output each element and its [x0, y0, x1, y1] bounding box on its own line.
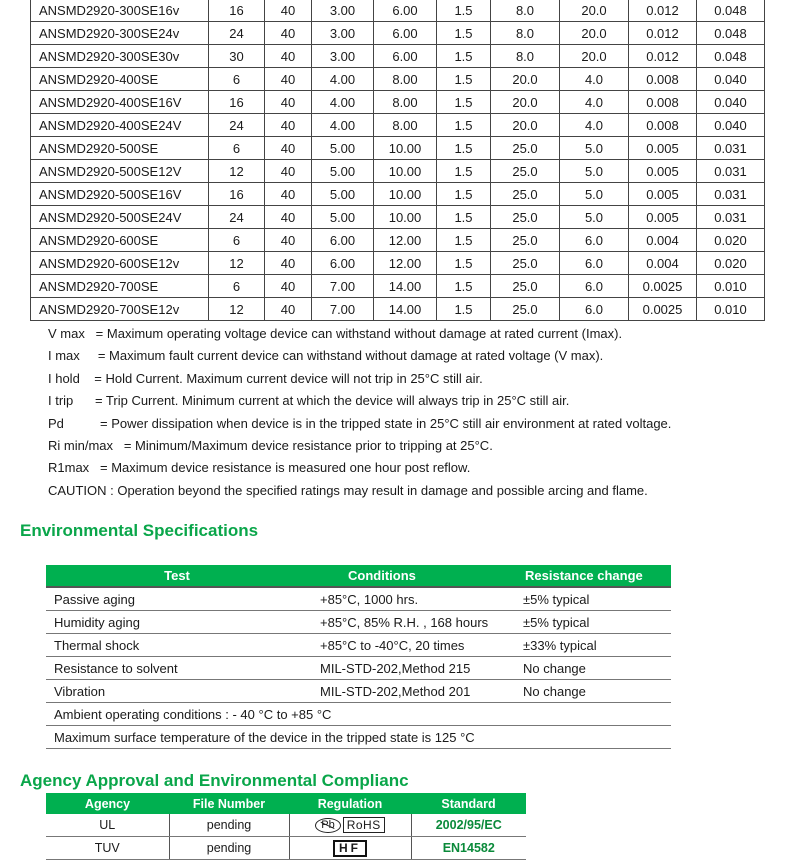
agency-cell: UL [46, 814, 169, 837]
value-cell: 25.0 [491, 206, 560, 229]
conditions-cell: +85°C, 1000 hrs. [308, 587, 515, 611]
value-cell: 24 [209, 114, 265, 137]
table-row [31, 229, 765, 252]
value-cell: 8.00 [374, 68, 437, 91]
part-number-cell: ANSMD2920-400SE24V [31, 114, 209, 137]
part-number-cell: ANSMD2920-600SE12v [31, 252, 209, 275]
value-cell: 20.0 [560, 22, 629, 45]
table-row [46, 611, 671, 634]
value-cell: 40 [265, 45, 312, 68]
table-row [31, 137, 765, 160]
value-cell: 1.5 [437, 22, 491, 45]
value-cell: 40 [265, 183, 312, 206]
note-cell: Ambient operating conditions : - 40 °C to +85 °C [46, 703, 671, 726]
part-number-cell: ANSMD2920-600SE [31, 229, 209, 252]
resistance-change-cell: ±5% typical [515, 611, 671, 634]
value-cell: 16 [209, 91, 265, 114]
table-row [46, 634, 671, 657]
standard-cell: EN14582 [411, 837, 526, 860]
table-row [46, 726, 671, 749]
value-cell: 10.00 [374, 137, 437, 160]
value-cell: 8.0 [491, 45, 560, 68]
value-cell: 7.00 [312, 275, 374, 298]
value-cell: 20.0 [560, 0, 629, 22]
value-cell: 5.0 [560, 137, 629, 160]
note-line: CAUTION : Operation beyond the specified ratings may result in damage and possible arcing and flame. [48, 482, 648, 498]
value-cell: 0.031 [697, 206, 765, 229]
header-test: Test [46, 565, 308, 587]
value-cell: 0.005 [629, 206, 697, 229]
resistance-change-cell: No change [515, 657, 671, 680]
value-cell: 6 [209, 137, 265, 160]
value-cell: 0.005 [629, 160, 697, 183]
value-cell: 25.0 [491, 275, 560, 298]
value-cell: 8.00 [374, 91, 437, 114]
value-cell: 40 [265, 22, 312, 45]
value-cell: 0.0025 [629, 298, 697, 321]
value-cell: 5.00 [312, 160, 374, 183]
value-cell: 1.5 [437, 91, 491, 114]
regulation-cell [289, 814, 411, 837]
value-cell: 0.020 [697, 252, 765, 275]
environmental-specs-table [46, 565, 671, 749]
value-cell: 12 [209, 252, 265, 275]
part-number-cell: ANSMD2920-400SE16V [31, 91, 209, 114]
part-number-cell: ANSMD2920-700SE12v [31, 298, 209, 321]
definitions-notes [48, 323, 671, 502]
table-row [31, 206, 765, 229]
value-cell: 0.040 [697, 91, 765, 114]
table-row [46, 680, 671, 703]
value-cell: 4.0 [560, 91, 629, 114]
value-cell: 40 [265, 298, 312, 321]
value-cell: 40 [265, 0, 312, 22]
value-cell: 40 [265, 206, 312, 229]
value-cell: 0.031 [697, 137, 765, 160]
value-cell: 7.00 [312, 298, 374, 321]
value-cell: 0.004 [629, 252, 697, 275]
halogen-free-icon: HF [333, 840, 367, 857]
note-line: Pd = Power dissipation when device is in the tripped state in 25°C still air environment at rated voltage. [48, 415, 672, 431]
value-cell: 1.5 [437, 68, 491, 91]
file-number-cell: pending [169, 814, 289, 837]
value-cell: 0.012 [629, 45, 697, 68]
value-cell: 10.00 [374, 206, 437, 229]
table-row [46, 837, 526, 860]
part-number-cell: ANSMD2920-500SE24V [31, 206, 209, 229]
table-row [31, 298, 765, 321]
value-cell: 1.5 [437, 183, 491, 206]
test-cell: Resistance to solvent [46, 657, 308, 680]
table-row [31, 114, 765, 137]
value-cell: 20.0 [491, 68, 560, 91]
value-cell: 3.00 [312, 45, 374, 68]
table-row [31, 22, 765, 45]
value-cell: 0.010 [697, 275, 765, 298]
note-line: I max = Maximum fault current device can withstand without damage at rated voltage (V max). [48, 348, 604, 364]
value-cell: 12.00 [374, 252, 437, 275]
value-cell: 6 [209, 275, 265, 298]
value-cell: 5.00 [312, 206, 374, 229]
device-spec-table [30, 0, 765, 321]
value-cell: 25.0 [491, 229, 560, 252]
resistance-change-cell: ±5% typical [515, 587, 671, 611]
value-cell: 0.048 [697, 45, 765, 68]
value-cell: 6 [209, 229, 265, 252]
environmental-specs-title: Environmental Specifications [20, 521, 259, 540]
note-line: V max = Maximum operating voltage device can withstand without damage at rated current (Imax). [48, 326, 623, 341]
value-cell: 6.0 [560, 229, 629, 252]
part-number-cell: ANSMD2920-500SE12V [31, 160, 209, 183]
value-cell: 3.00 [312, 0, 374, 22]
value-cell: 0.040 [697, 114, 765, 137]
value-cell: 16 [209, 0, 265, 22]
value-cell: 40 [265, 160, 312, 183]
note-line: I trip = Trip Current. Minimum current at which the device will always trip in 25°C still air. [48, 393, 570, 409]
regulation-cell [289, 837, 411, 860]
value-cell: 5.0 [560, 160, 629, 183]
value-cell: 0.008 [629, 68, 697, 91]
value-cell: 1.5 [437, 114, 491, 137]
value-cell: 30 [209, 45, 265, 68]
value-cell: 5.00 [312, 183, 374, 206]
pb-free-rohs-icon: Pb RoHS [315, 817, 384, 833]
value-cell: 1.5 [437, 298, 491, 321]
table-row [31, 91, 765, 114]
value-cell: 1.5 [437, 275, 491, 298]
value-cell: 0.008 [629, 114, 697, 137]
value-cell: 25.0 [491, 160, 560, 183]
value-cell: 40 [265, 275, 312, 298]
value-cell: 6 [209, 68, 265, 91]
value-cell: 24 [209, 22, 265, 45]
table-row [31, 45, 765, 68]
value-cell: 4.0 [560, 114, 629, 137]
value-cell: 40 [265, 137, 312, 160]
test-cell: Humidity aging [46, 611, 308, 634]
value-cell: 40 [265, 68, 312, 91]
test-cell: Passive aging [46, 587, 308, 611]
value-cell: 0.008 [629, 91, 697, 114]
value-cell: 4.00 [312, 68, 374, 91]
header-file-number: File Number [169, 793, 289, 814]
note-line: R1max = Maximum device resistance is measured one hour post reflow. [48, 460, 471, 476]
note-cell: Maximum surface temperature of the device in the tripped state is 125 °C [46, 726, 671, 749]
value-cell: 24 [209, 206, 265, 229]
value-cell: 8.0 [491, 22, 560, 45]
value-cell: 8.0 [491, 0, 560, 22]
value-cell: 5.0 [560, 206, 629, 229]
value-cell: 1.5 [437, 0, 491, 22]
value-cell: 5.00 [312, 137, 374, 160]
value-cell: 20.0 [560, 45, 629, 68]
part-number-cell: ANSMD2920-400SE [31, 68, 209, 91]
agency-cell: TUV [46, 837, 169, 860]
value-cell: 20.0 [491, 114, 560, 137]
table-row [31, 183, 765, 206]
value-cell: 0.020 [697, 229, 765, 252]
agency-approval-title: Agency Approval and Environmental Complianc [20, 771, 409, 790]
value-cell: 1.5 [437, 229, 491, 252]
value-cell: 6.0 [560, 275, 629, 298]
test-cell: Vibration [46, 680, 308, 703]
value-cell: 16 [209, 183, 265, 206]
table-row [46, 703, 671, 726]
value-cell: 10.00 [374, 183, 437, 206]
value-cell: 0.010 [697, 298, 765, 321]
value-cell: 6.00 [374, 45, 437, 68]
value-cell: 1.5 [437, 137, 491, 160]
value-cell: 12 [209, 160, 265, 183]
value-cell: 6.0 [560, 252, 629, 275]
table-row [31, 160, 765, 183]
note-line: I hold = Hold Current. Maximum current device will not trip in 25°C still air. [48, 370, 483, 386]
value-cell: 0.012 [629, 0, 697, 22]
header-conditions: Conditions [308, 565, 515, 587]
value-cell: 0.004 [629, 229, 697, 252]
value-cell: 0.012 [629, 22, 697, 45]
value-cell: 3.00 [312, 22, 374, 45]
table-row [46, 657, 671, 680]
table-row [46, 587, 671, 611]
value-cell: 1.5 [437, 45, 491, 68]
table-row [31, 68, 765, 91]
value-cell: 6.00 [374, 0, 437, 22]
value-cell: 12.00 [374, 229, 437, 252]
value-cell: 0.048 [697, 0, 765, 22]
value-cell: 0.005 [629, 183, 697, 206]
value-cell: 0.031 [697, 160, 765, 183]
part-number-cell: ANSMD2920-500SE [31, 137, 209, 160]
value-cell: 6.00 [312, 252, 374, 275]
file-number-cell: pending [169, 837, 289, 860]
value-cell: 40 [265, 252, 312, 275]
table-row [46, 814, 526, 837]
value-cell: 40 [265, 229, 312, 252]
value-cell: 0.048 [697, 22, 765, 45]
value-cell: 4.00 [312, 114, 374, 137]
header-agency: Agency [46, 793, 169, 814]
value-cell: 20.0 [491, 91, 560, 114]
value-cell: 5.0 [560, 183, 629, 206]
part-number-cell: ANSMD2920-700SE [31, 275, 209, 298]
part-number-cell: ANSMD2920-300SE16v [31, 0, 209, 22]
value-cell: 40 [265, 114, 312, 137]
value-cell: 8.00 [374, 114, 437, 137]
header-resistance-change: Resistance change [515, 565, 671, 587]
value-cell: 25.0 [491, 252, 560, 275]
header-regulation: Regulation [289, 793, 411, 814]
part-number-cell: ANSMD2920-500SE16V [31, 183, 209, 206]
value-cell: 6.00 [374, 22, 437, 45]
resistance-change-cell: ±33% typical [515, 634, 671, 657]
conditions-cell: +85°C to -40°C, 20 times [308, 634, 515, 657]
value-cell: 1.5 [437, 160, 491, 183]
header-standard: Standard [411, 793, 526, 814]
resistance-change-cell: No change [515, 680, 671, 703]
agency-approval-table [46, 793, 526, 860]
table-row [31, 252, 765, 275]
table-row [31, 0, 765, 22]
value-cell: 4.00 [312, 91, 374, 114]
conditions-cell: MIL-STD-202,Method 201 [308, 680, 515, 703]
value-cell: 4.0 [560, 68, 629, 91]
value-cell: 0.031 [697, 183, 765, 206]
value-cell: 1.5 [437, 206, 491, 229]
value-cell: 0.0025 [629, 275, 697, 298]
conditions-cell: MIL-STD-202,Method 215 [308, 657, 515, 680]
table-row [31, 275, 765, 298]
value-cell: 25.0 [491, 183, 560, 206]
test-cell: Thermal shock [46, 634, 308, 657]
value-cell: 12 [209, 298, 265, 321]
value-cell: 1.5 [437, 252, 491, 275]
value-cell: 0.005 [629, 137, 697, 160]
value-cell: 40 [265, 91, 312, 114]
value-cell: 25.0 [491, 298, 560, 321]
conditions-cell: +85°C, 85% R.H. , 168 hours [308, 611, 515, 634]
value-cell: 10.00 [374, 160, 437, 183]
value-cell: 6.00 [312, 229, 374, 252]
value-cell: 14.00 [374, 298, 437, 321]
value-cell: 0.040 [697, 68, 765, 91]
standard-cell: 2002/95/EC [411, 814, 526, 837]
note-line: Ri min/max = Minimum/Maximum device resistance prior to tripping at 25°C. [48, 438, 493, 454]
value-cell: 14.00 [374, 275, 437, 298]
value-cell: 6.0 [560, 298, 629, 321]
value-cell: 25.0 [491, 137, 560, 160]
part-number-cell: ANSMD2920-300SE24v [31, 22, 209, 45]
part-number-cell: ANSMD2920-300SE30v [31, 45, 209, 68]
